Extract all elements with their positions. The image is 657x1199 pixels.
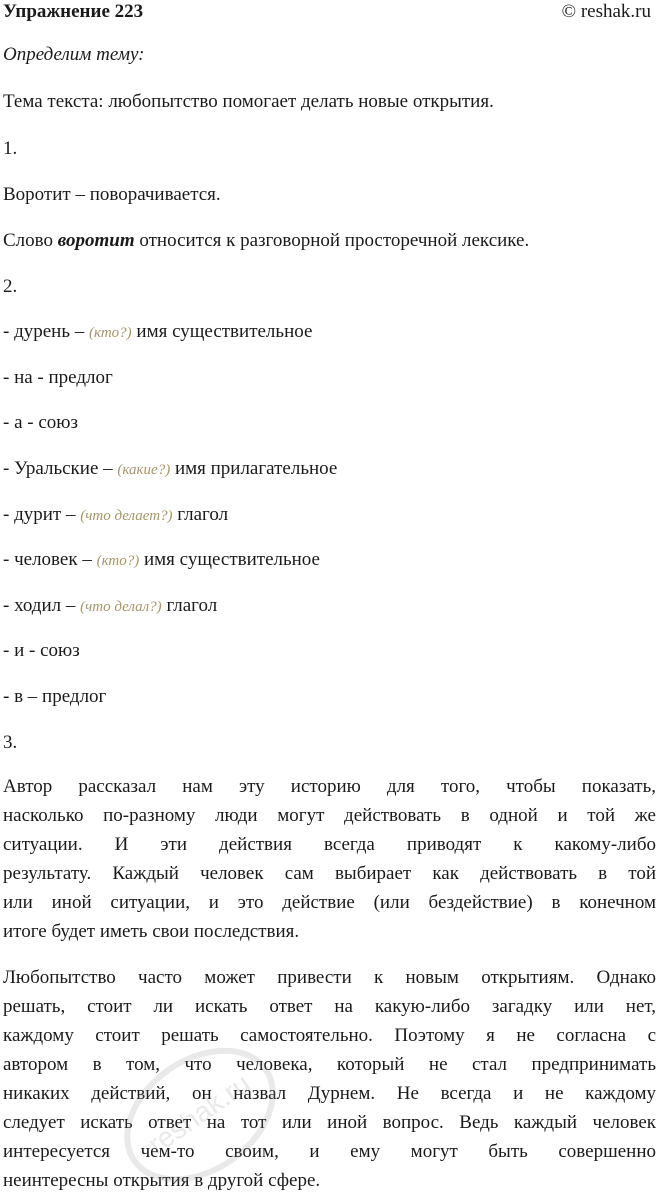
paragraph-line: неинтересны открытия в другой сфере.: [3, 1170, 321, 1191]
morph-item: [3, 366, 113, 390]
morph-pos: глагол: [172, 504, 229, 525]
reshak-watermark: [110, 1040, 290, 1190]
morph-word: - в – предлог: [3, 686, 107, 707]
morph-word: - ходил –: [3, 595, 81, 616]
lexicon-text-before: Слово: [3, 230, 58, 251]
paragraph-line: Автор рассказал нам эту историю для того, чтобы показать,: [3, 776, 656, 797]
morph-question: (кто?): [96, 553, 140, 569]
morph-pos: имя существительное: [139, 549, 320, 570]
morph-item: [3, 320, 312, 345]
essay-paragraph-2: [3, 963, 656, 1195]
morph-item: [3, 457, 337, 482]
paragraph-line: никаких действий, он назвал Дурнем. Не всегда и не каждому: [3, 1083, 656, 1104]
page-header: [0, 0, 657, 26]
morph-item: [3, 685, 106, 709]
morph-word: - и - союз: [3, 640, 80, 661]
morph-item: [3, 639, 80, 663]
morph-question: (кто?): [89, 325, 132, 341]
morph-word: - человек –: [3, 549, 97, 570]
paragraph-line: ситуации. И эти действия всегда приводят к какому-либо: [3, 834, 656, 855]
morph-word: - дурит –: [3, 504, 81, 525]
section1-definition: Воротит – поворачивается.: [3, 184, 221, 205]
watermark-text: reshak.ru: [142, 1067, 256, 1160]
paragraph-line: решать, стоит ли искать ответ на какую-либо загадку или нет,: [3, 996, 656, 1017]
paragraph-line: Любопытство часто может привести к новым открытиям. Однако: [3, 967, 656, 988]
paragraph-line: следует искать ответ на тот или иной вопрос. Ведь каждый человек: [3, 1112, 656, 1133]
morph-question: (что делал?): [80, 599, 162, 615]
morph-word: - Уральские –: [3, 458, 118, 479]
paragraph-line: итоге будет иметь свои последствия.: [3, 921, 300, 942]
section1-number: 1.: [3, 138, 18, 159]
lexicon-highlight-word: воротит: [57, 230, 135, 251]
morph-word: - на - предлог: [3, 367, 113, 388]
morph-word: - дурень –: [3, 321, 90, 342]
morph-pos: глагол: [161, 595, 218, 616]
paragraph-line: или иной ситуации, и это действие (или бездействие) в конечном: [3, 892, 656, 913]
topic-line: Тема текста: любопытство помогает делать новые открытия.: [3, 91, 494, 112]
site-credit: © reshak.ru: [561, 1, 651, 22]
morph-pos: имя прилагательное: [170, 458, 338, 479]
section2-number: 2.: [3, 276, 18, 297]
morph-item: [3, 548, 320, 573]
paragraph-line: насколько по-разному люди могут действовать в одной и той же: [3, 805, 656, 826]
exercise-title: Упражнение 223: [3, 1, 144, 22]
paragraph-line: каждому стоит решать самостоятельно. Поэтому я не согласна с: [3, 1025, 656, 1046]
morph-item: [3, 594, 217, 619]
morph-pos: имя существительное: [131, 321, 313, 342]
intro-line: Определим тему:: [3, 44, 145, 65]
section3-number: 3.: [3, 732, 18, 753]
paragraph-line: интересуется чем-то своим, и ему могут быть совершенно: [3, 1141, 656, 1162]
morph-word: - а - союз: [3, 412, 78, 433]
morph-item: [3, 503, 228, 528]
section1-lexicon-line: [3, 229, 529, 253]
morph-item: [3, 411, 78, 435]
morph-question: (какие?): [117, 462, 171, 478]
paragraph-line: автором в том, что человека, который не стал предпринимать: [3, 1054, 656, 1075]
paragraph-line: результату. Каждый человек сам выбирает как действовать в той: [3, 863, 656, 884]
essay-paragraph-1: [3, 772, 656, 946]
lexicon-text-after: относится к разговорной просторечной лексике.: [134, 230, 530, 251]
morph-question: (что делает?): [80, 508, 173, 524]
